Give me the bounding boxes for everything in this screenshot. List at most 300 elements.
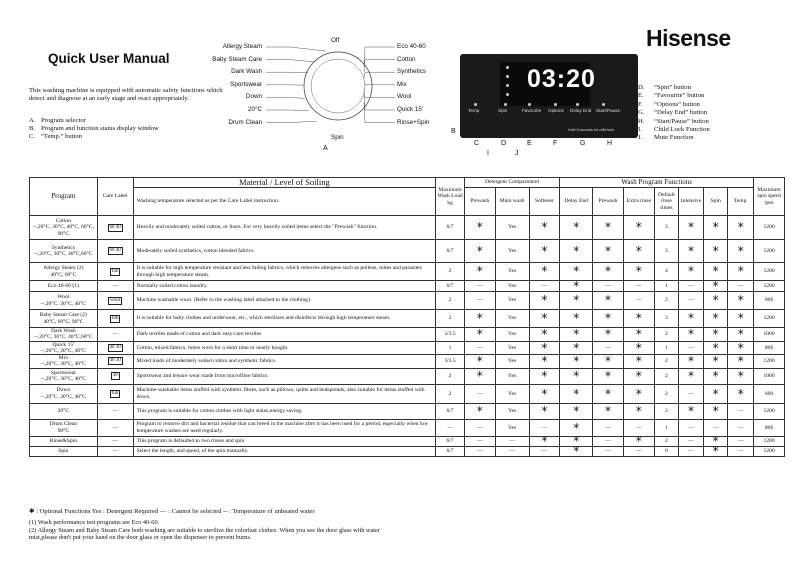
cell-function: 1 [654, 341, 679, 355]
cell-detergent: * [529, 368, 560, 384]
legend-item [638, 101, 710, 109]
cell-load: 6/7 [436, 403, 465, 419]
cell-function: 1 [654, 419, 679, 436]
h-maxspin: Maximum spin speed rpm [754, 178, 785, 216]
cell-function: * [728, 368, 754, 384]
cell-material: This program is defaulted to two rinses and spin [133, 436, 436, 446]
cell-function: * [623, 436, 654, 446]
dial-label-left: 20°C [247, 106, 262, 113]
cell-function: * [560, 419, 593, 436]
cell-maxspin: 1200 [754, 240, 785, 263]
cell-maxspin: 1200 [754, 355, 785, 369]
dial-label-right: Wool [397, 93, 412, 101]
dial-label-left: Sportswear [230, 80, 262, 88]
cell-function: * [623, 341, 654, 355]
h-program: Program [30, 178, 98, 216]
legend-key: H. [638, 117, 645, 125]
cell-detergent: Yes [495, 384, 529, 403]
cell-function: * [593, 355, 624, 369]
cell-function: 2 [654, 328, 679, 342]
cell-detergent: — [464, 292, 495, 310]
cell-program [30, 384, 98, 403]
cell-function: — [593, 341, 624, 355]
cell-function: * [728, 355, 754, 369]
cell-care-label [97, 355, 133, 369]
cell-detergent: * [529, 263, 560, 281]
legend-text: Child Lock Function [654, 126, 710, 134]
table-row [30, 436, 785, 446]
table-row [30, 263, 785, 281]
h-fn-col: Intensive [679, 188, 704, 216]
panel-led [474, 103, 477, 106]
cell-detergent: * [464, 216, 495, 240]
cell-function: * [703, 281, 728, 292]
cell-detergent: Yes [495, 292, 529, 310]
cell-program [30, 292, 98, 310]
panel-letter-j: J [515, 150, 519, 157]
cell-function: * [593, 403, 624, 419]
dial-label-left: Allergy Steam [222, 43, 262, 50]
legend-text: “Favourite” button [654, 92, 705, 100]
cell-function: 0 [654, 446, 679, 456]
cell-detergent: * [529, 384, 560, 403]
intro-item-text: Program selector [41, 117, 86, 124]
cell-maxspin: 1200 [754, 403, 785, 419]
cell-function: * [728, 240, 754, 263]
cell-detergent: Yes [495, 263, 529, 281]
cell-care-label [97, 436, 133, 446]
cell-function: — [623, 281, 654, 292]
cell-detergent: * [529, 216, 560, 240]
cell-function: * [703, 216, 728, 240]
cell-program [30, 403, 98, 419]
cell-maxspin: 1200 [754, 281, 785, 292]
cell-function: * [679, 263, 704, 281]
cell-material: Machine washable wool. (Refer to the washing label attached to the clothing). [133, 292, 436, 310]
program-name: Quick 15' [52, 341, 75, 348]
program-temps: 40°C, 60°C, 90°C [43, 318, 84, 325]
cell-function: * [593, 368, 624, 384]
cell-detergent: * [464, 355, 495, 369]
cell-care-label [97, 240, 133, 263]
care-label-icon: 40 30 [109, 344, 121, 350]
care-label-icon: — [112, 408, 118, 415]
cell-function: * [560, 341, 593, 355]
cell-program [30, 446, 98, 456]
intro-item [29, 117, 159, 125]
cell-function: — [679, 446, 704, 456]
cell-program [30, 368, 98, 384]
cell-detergent: Yes [495, 310, 529, 328]
panel-button-startpause[interactable]: Start/Pause [596, 108, 621, 113]
legend-text: “Spin” button [654, 84, 691, 91]
cell-function: * [623, 355, 654, 369]
cell-detergent: Yes [495, 341, 529, 355]
h-fn-col: Prewash [593, 188, 624, 216]
cell-function: * [679, 355, 704, 369]
program-name: Baby Steam Care (2) [39, 312, 87, 319]
cell-material: This program is suitable for cotton clothes with light stains,energy saving. [133, 403, 436, 419]
cell-detergent: — [529, 446, 560, 456]
program-name: 20°C [57, 408, 70, 415]
table-row [30, 281, 785, 292]
care-label-icon: 30 [112, 373, 118, 379]
child-lock-hint: Hold 3 seconds for child lock [568, 128, 614, 132]
panel-letter-h: H [607, 140, 613, 147]
cell-function: * [703, 341, 728, 355]
cell-function: — [728, 281, 754, 292]
footer-notes [29, 519, 409, 542]
program-name: Down [56, 387, 71, 394]
cell-maxspin: 1200 [754, 216, 785, 240]
cell-maxspin: 1200 [754, 263, 785, 281]
cell-material: It is suitable for baby clothes and underwear, etc., which sterilizes and disinfects through high temperature steam. [133, 310, 436, 328]
h-material-sub: Washing temperature selected as per the Care Label instruction. [133, 188, 436, 216]
h-det-col: Softener [529, 188, 560, 216]
cell-material: Moderately soiled synthetics, cotton blended fabrics. [133, 240, 436, 263]
page-title: Quick User Manual [48, 51, 170, 66]
program-temps: 90°C [57, 427, 70, 434]
cell-function: — [679, 292, 704, 310]
cell-detergent: — [495, 436, 529, 446]
cell-detergent: * [529, 292, 560, 310]
cell-function: * [703, 263, 728, 281]
cell-function: * [560, 281, 593, 292]
legend-key: J. [638, 134, 643, 142]
table-row [30, 419, 785, 436]
cell-function: * [560, 384, 593, 403]
cell-function: 4 [654, 263, 679, 281]
panel-button-favourite[interactable]: Favourite [522, 108, 542, 113]
program-temps: --,20°C, 30°C, 40°C [40, 376, 87, 383]
cell-detergent: — [464, 384, 495, 403]
cell-material: Heavily and moderately soiled cotton, or linen. For very heavily soiled items select the "Prewash" function. [133, 216, 436, 240]
h-load: Maximum Wash Load kg [436, 178, 465, 216]
h-material: Material / Level of Soiling [133, 178, 436, 188]
cell-program [30, 281, 98, 292]
table-row [30, 403, 785, 419]
legend-text: “Options” button [654, 100, 700, 108]
cell-load: 6/7 [436, 446, 465, 456]
dial-label-right: Eco 40-60 [397, 43, 426, 50]
cell-function: * [623, 368, 654, 384]
panel-led [576, 103, 579, 106]
h-det-col: Main wash [495, 188, 529, 216]
cell-function: * [560, 240, 593, 263]
program-temps: --,20°C, 30°C, 40°C [40, 300, 87, 307]
cell-function: * [560, 292, 593, 310]
dial-label-left: Down [245, 93, 262, 101]
cell-function: * [679, 328, 704, 342]
cell-detergent: * [529, 328, 560, 342]
program-name: Allergy Steam (2) [43, 265, 84, 272]
cell-program [30, 419, 98, 436]
cell-detergent: — [464, 446, 495, 456]
panel-letter-g: G [580, 140, 586, 147]
cell-function: * [560, 436, 593, 446]
cell-detergent: Yes [495, 368, 529, 384]
panel-button-temp[interactable]: Temp. [468, 108, 481, 113]
cell-load: 2 [436, 368, 465, 384]
cell-detergent: — [464, 419, 495, 436]
cell-function: 2 [654, 292, 679, 310]
cell-function: * [560, 310, 593, 328]
cell-function: * [703, 292, 728, 310]
intro-item-text: “Temp.” button [41, 133, 82, 141]
cell-detergent: Yes [495, 419, 529, 436]
cell-maxspin: 1200 [754, 446, 785, 456]
cell-detergent: * [529, 310, 560, 328]
cell-detergent: Yes [495, 216, 529, 240]
cell-function: — [679, 436, 704, 446]
cell-care-label [97, 368, 133, 384]
cell-function: — [623, 446, 654, 456]
cell-care-label [97, 384, 133, 403]
footer-legend: ✱ : Optional Functions Yes : Detergent Required — : Cannot be selected -- : Temperature of unheated water [29, 508, 315, 515]
footer-note-1: (1) Wash performance test programs are Eco 40-60. [29, 519, 160, 526]
cell-maxspin: 600 [754, 384, 785, 403]
footer-note-2: (2) Allergy Steam and Baby Steam Care both washing are suitable to sterilize the colorfast clothes. When you see the door glass with water mist,please don't put your hand on the door glass or open the dispenser to prevent burns. [29, 526, 380, 542]
cell-detergent: — [464, 281, 495, 292]
cell-detergent: Yes [495, 403, 529, 419]
cell-function: 2 [654, 436, 679, 446]
cell-material: Select the length, and speed, of the spin manually. [133, 446, 436, 456]
cell-function: * [703, 310, 728, 328]
cell-program [30, 341, 98, 355]
table-row [30, 310, 785, 328]
cell-material: Normally soiled cotton laundry. [133, 281, 436, 292]
dial-label-left: Drum Clean [228, 118, 262, 126]
cell-detergent: — [529, 281, 560, 292]
program-name: Rinse&Spin [49, 438, 78, 445]
cell-function: — [679, 281, 704, 292]
program-dial-diagram [230, 34, 460, 152]
legend-key: D. [638, 84, 645, 91]
cell-load: 6/7 [436, 240, 465, 263]
care-label-icon: tub [111, 268, 119, 274]
cell-material: Dark textiles made of cotton and dark easy-care textiles [133, 328, 436, 342]
cell-function: 1 [654, 281, 679, 292]
display-indicator [506, 75, 509, 78]
cell-detergent: Yes [495, 240, 529, 263]
cell-material: Mixed loads of moderately soiled cotton and synthetic fabrics. [133, 355, 436, 369]
cell-detergent: * [464, 403, 495, 419]
panel-led [602, 103, 605, 106]
care-label-icon: tub [111, 315, 119, 321]
cell-function: * [593, 292, 624, 310]
cell-function: * [703, 403, 728, 419]
cell-detergent: — [464, 341, 495, 355]
dial-label-right: Synthetics [397, 68, 427, 76]
cell-program [30, 263, 98, 281]
dial-outer-ring [304, 52, 372, 120]
program-name: Sportswear [50, 369, 76, 376]
legend-item [638, 118, 710, 126]
display-indicator [506, 84, 509, 87]
cell-detergent: * [464, 328, 495, 342]
panel-led [504, 103, 507, 106]
cell-function: — [728, 419, 754, 436]
cell-program [30, 310, 98, 328]
cell-load: 3/3.5 [436, 355, 465, 369]
cell-function: * [728, 310, 754, 328]
cell-function: * [728, 292, 754, 310]
cell-function: * [623, 384, 654, 403]
program-name: Wool [57, 294, 70, 301]
cell-function: * [560, 216, 593, 240]
cell-detergent: * [464, 263, 495, 281]
cell-load: 2 [436, 263, 465, 281]
cell-function: * [560, 446, 593, 456]
control-panel [460, 54, 638, 138]
cell-function: 3 [654, 240, 679, 263]
program-temps: --,20°C, 30°C, 40°C,60°C [34, 334, 93, 341]
panel-button-spin[interactable]: Spin [498, 108, 508, 113]
h-det-col: Prewash [464, 188, 495, 216]
cell-care-label [97, 281, 133, 292]
cell-load: 2 [436, 292, 465, 310]
cell-material: Sportswear and leisure wear made from microfibre fabrics. [133, 368, 436, 384]
panel-led [528, 103, 531, 106]
cell-program [30, 216, 98, 240]
table-row [30, 446, 785, 456]
program-temps: --,20°C, 30°C, 40°C,60°C [34, 251, 93, 257]
cell-load: 6/7 [436, 216, 465, 240]
cell-function: * [593, 240, 624, 263]
cell-detergent: Yes [495, 281, 529, 292]
cell-function: — [623, 419, 654, 436]
intro-item-key: A. [29, 117, 36, 124]
cell-function: * [623, 310, 654, 328]
panel-letter-f: F [553, 140, 558, 147]
program-temps: --,20°C, 30°C, 40°C [40, 347, 87, 354]
cell-function: * [679, 368, 704, 384]
care-label-icon: 60 40 [109, 248, 121, 253]
cell-program [30, 355, 98, 369]
cell-function: * [593, 216, 624, 240]
cell-function: * [703, 368, 728, 384]
care-label-icon: — [112, 331, 118, 338]
cell-material: Program to remove dirt and bacterial residue that can breed in the machine after it has been used for a period, especially when low temperature washes are used regularly. [133, 419, 436, 436]
cell-function: — [623, 292, 654, 310]
legend-key: F. [638, 100, 643, 108]
cell-maxspin: 800 [754, 419, 785, 436]
cell-detergent: — [464, 436, 495, 446]
cell-maxspin: 1000 [754, 328, 785, 342]
cell-detergent: * [529, 403, 560, 419]
h-fn-col: Delay End [560, 188, 593, 216]
cell-load: 3/3.5 [436, 328, 465, 342]
cell-function: * [703, 446, 728, 456]
cell-maxspin: 800 [754, 341, 785, 355]
cell-function: * [679, 403, 704, 419]
cell-function: * [593, 263, 624, 281]
cell-detergent: * [464, 368, 495, 384]
legend-key: I. [638, 126, 642, 134]
cell-function: * [560, 263, 593, 281]
cell-function: — [679, 384, 704, 403]
cell-function: * [703, 355, 728, 369]
legend-item [638, 134, 710, 142]
cell-care-label [97, 341, 133, 355]
program-table [29, 177, 785, 457]
cell-care-label [97, 216, 133, 240]
program-temps: --,20°C, 30°C, 40°C, 60°C, 90°C [32, 224, 94, 237]
cell-function: * [679, 240, 704, 263]
cell-maxspin: 1200 [754, 310, 785, 328]
table-row [30, 292, 785, 310]
cell-function: * [560, 328, 593, 342]
cell-load: 2 [436, 310, 465, 328]
cell-function: 3 [654, 310, 679, 328]
brand-logo: Hisense [646, 25, 731, 51]
program-name: Eco 40-60 (1) [47, 282, 79, 289]
panel-led [554, 103, 557, 106]
cell-detergent: Yes [495, 355, 529, 369]
cell-detergent: * [529, 355, 560, 369]
intro-item [29, 125, 159, 133]
cell-function: * [593, 328, 624, 342]
care-label-icon: wool [110, 297, 121, 303]
cell-program [30, 328, 98, 342]
table-row [30, 384, 785, 403]
care-label-icon: 60 40 [109, 224, 121, 230]
cell-function: — [728, 446, 754, 456]
cell-material: Cotton, mixed fabrics, items worn for a short time or nearly bought. [133, 341, 436, 355]
dial-label-left: Dark Wash [231, 68, 262, 76]
cell-maxspin: 1000 [754, 368, 785, 384]
panel-button-delayend[interactable]: Delay End [570, 108, 592, 113]
program-name: Synthetics [51, 244, 75, 251]
panel-button-options[interactable]: Options [548, 108, 564, 113]
program-temps: --,20°C, 30°C, 40°C [40, 361, 87, 368]
display-indicator [506, 66, 509, 69]
cell-load: 6/7 [436, 436, 465, 446]
intro-text: This washing machine is equipped with automatic safety functions which detect and diagnose at an early stage and react appropriately. [29, 87, 223, 103]
cell-load: 6/7 [436, 281, 465, 292]
care-label-icon: — [112, 424, 118, 431]
cell-function: * [623, 263, 654, 281]
h-detergent: Detergent Compartment [464, 178, 559, 188]
care-label-icon: tub [111, 390, 119, 396]
cell-function: — [728, 403, 754, 419]
cell-function: * [623, 240, 654, 263]
cell-function: * [593, 384, 624, 403]
display-time: 03:20 [527, 65, 596, 93]
panel-letter-e: E [527, 140, 532, 147]
cell-function: 2 [654, 355, 679, 369]
cell-function: — [593, 446, 624, 456]
cell-detergent: Yes [495, 328, 529, 342]
dial-label-left: Baby Steam Care [212, 55, 262, 63]
cell-function: — [593, 419, 624, 436]
cell-function: * [728, 216, 754, 240]
cell-function: * [623, 216, 654, 240]
intro-list [29, 117, 159, 142]
cell-load: 2 [436, 384, 465, 403]
legend-text: “Start/Pause” button [654, 117, 709, 125]
cell-function: * [728, 384, 754, 403]
legend-item [638, 84, 710, 92]
button-legend [638, 84, 710, 143]
dial-label-right: Cotton [397, 55, 416, 63]
cell-function: * [679, 310, 704, 328]
program-name: Cotton [55, 218, 71, 225]
table-row [30, 355, 785, 369]
cell-detergent: * [464, 310, 495, 328]
table-row [30, 328, 785, 342]
panel-letter-i: I [487, 150, 489, 157]
